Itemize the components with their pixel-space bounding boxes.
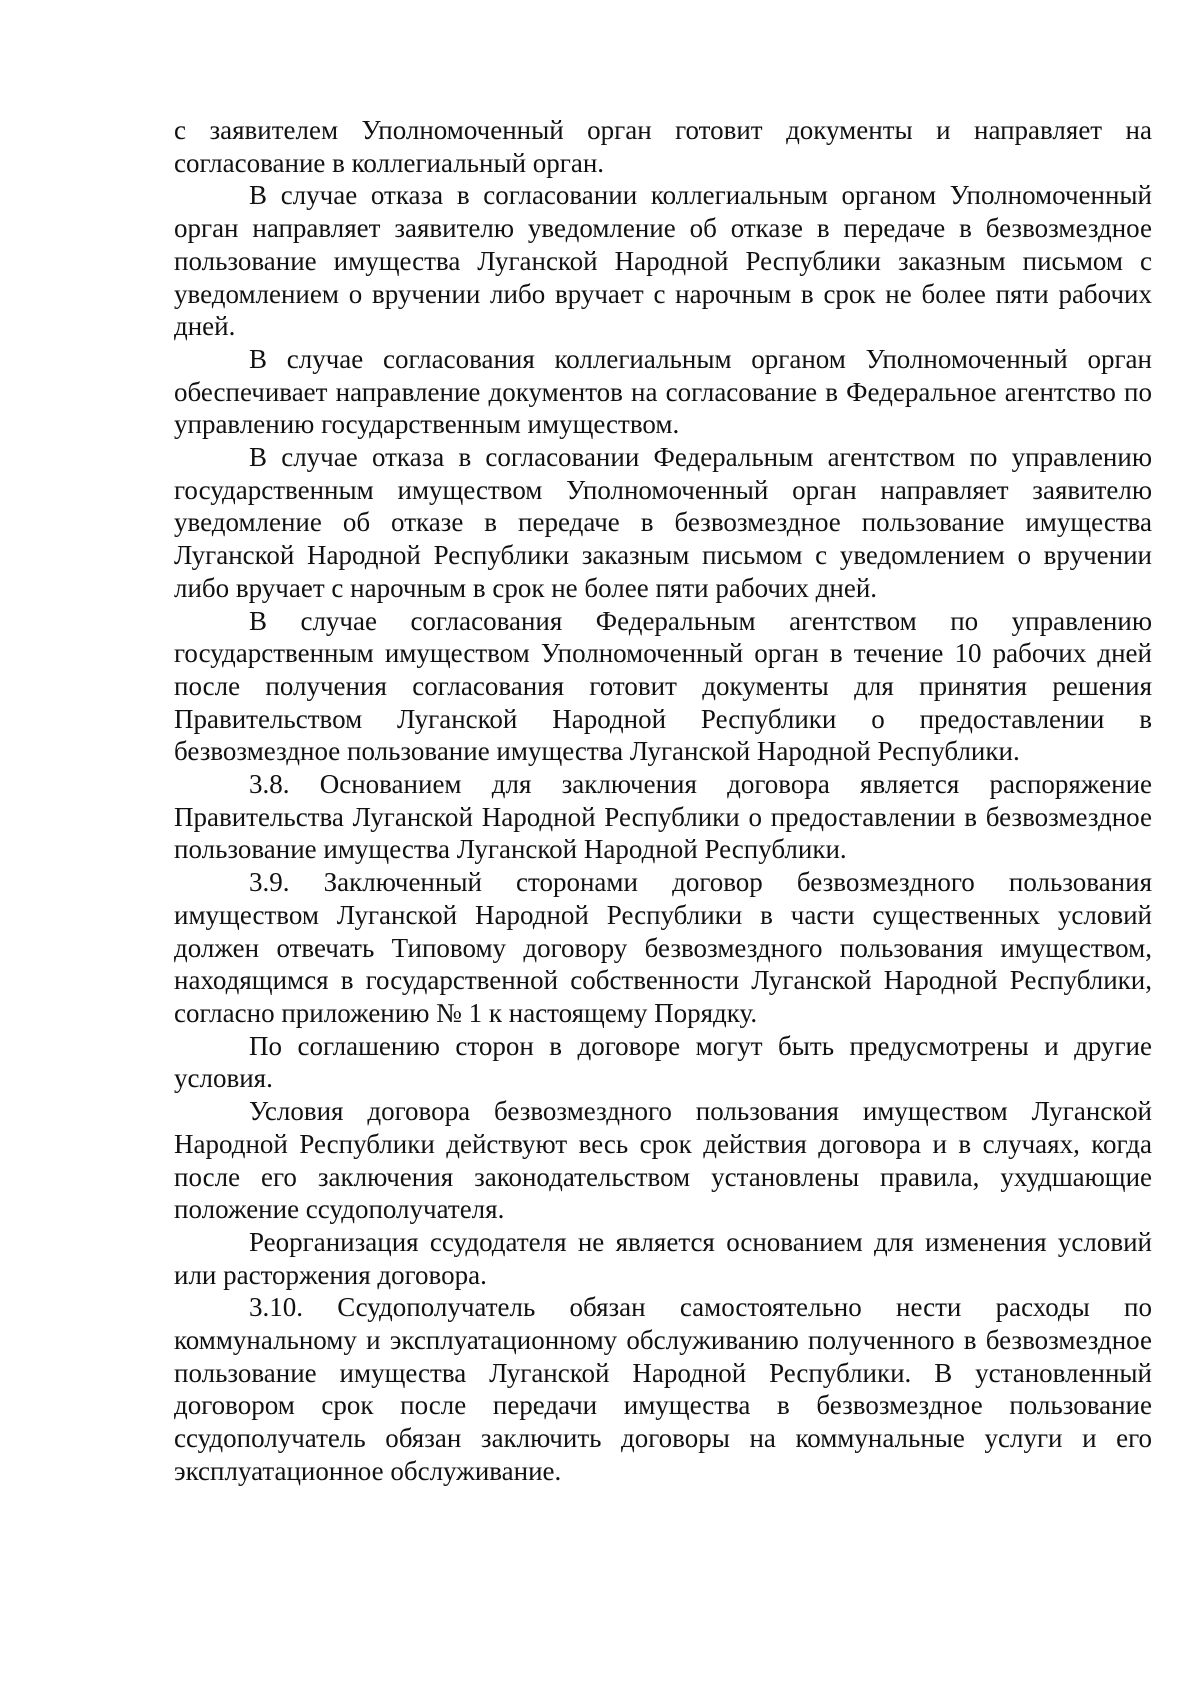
paragraph-refusal-collegial: В случае отказа в согласовании коллегиальным органом Уполномоченный орган направляет заявителю уведомление об отказе в передаче в безвозмездное пользование имущества Луганской Народной Республики заказным письмом с уведомлением о вручении либо вручает с нарочным в срок не более пяти рабочих дней. [174,180,1152,342]
paragraph-other-conditions: По соглашению сторон в договоре могут быть предусмотрены и другие условия. [174,1030,1152,1094]
paragraph-approval-federal: В случае согласования Федеральным агентством по управлению государственным имуществом Уполномоченный орган в течение 10 рабочих дней после получения согласования готовит документы для принятия решения Правительством Луганской Народной Республики о предоставлении в безвозмездное пользование имущества Луганской Народной Республики. [174,605,1152,767]
paragraph-reorganization: Реорганизация ссудодателя не является основанием для изменения условий или расторжения договора. [174,1226,1152,1290]
paragraph-3-8: 3.8. Основанием для заключения договора является распоряжение Правительства Луганской Народной Республики о предоставлении в безвозмездное пользование имущества Луганской Народной Республики. [174,769,1152,865]
paragraph-3-10: 3.10. Ссудополучатель обязан самостоятельно нести расходы по коммунальному и эксплуатационному обслуживанию полученного в безвозмездное пользование имущества Луганской Народной Республики. В установленный договором срок после передачи имущества в безвозмездное пользование ссудополучатель обязан заключить договоры на коммунальные услуги и его эксплуатационное обслуживание. [174,1292,1152,1486]
paragraph-refusal-federal: В случае отказа в согласовании Федеральным агентством по управлению государственным имуществом Уполномоченный орган направляет заявителю уведомление об отказе в передаче в безвозмездное пользование имущества Луганской Народной Республики заказным письмом с уведомлением о вручении либо вручает с нарочным в срок не более пяти рабочих дней. [174,442,1152,603]
paragraph-approval-collegial: В случае согласования коллегиальным органом Уполномоченный орган обеспечивает направление документов на согласование в Федеральное агентство по управлению государственным имуществом. [174,343,1152,440]
document-text [174,114,1152,1488]
paragraph-contract-conditions: Условия договора безвозмездного пользования имуществом Луганской Народной Республики действуют весь срок действия договора и в случаях, когда после его заключения законодательством установлены правила, ухудшающие положение ссудополучателя. [174,1096,1152,1225]
paragraph-3-9: 3.9. Заключенный сторонами договор безвозмездного пользования имуществом Луганской Народной Республики в части существенных условий должен отвечать Типовому договору безвозмездного пользования имуществом, находящимся в государственной собственности Луганской Народной Республики, согласно приложению № 1 к настоящему Порядку. [174,867,1152,1028]
paragraph-continuation: с заявителем Уполномоченный орган готовит документы и направляет на согласование в коллегиальный орган. [174,115,1152,178]
